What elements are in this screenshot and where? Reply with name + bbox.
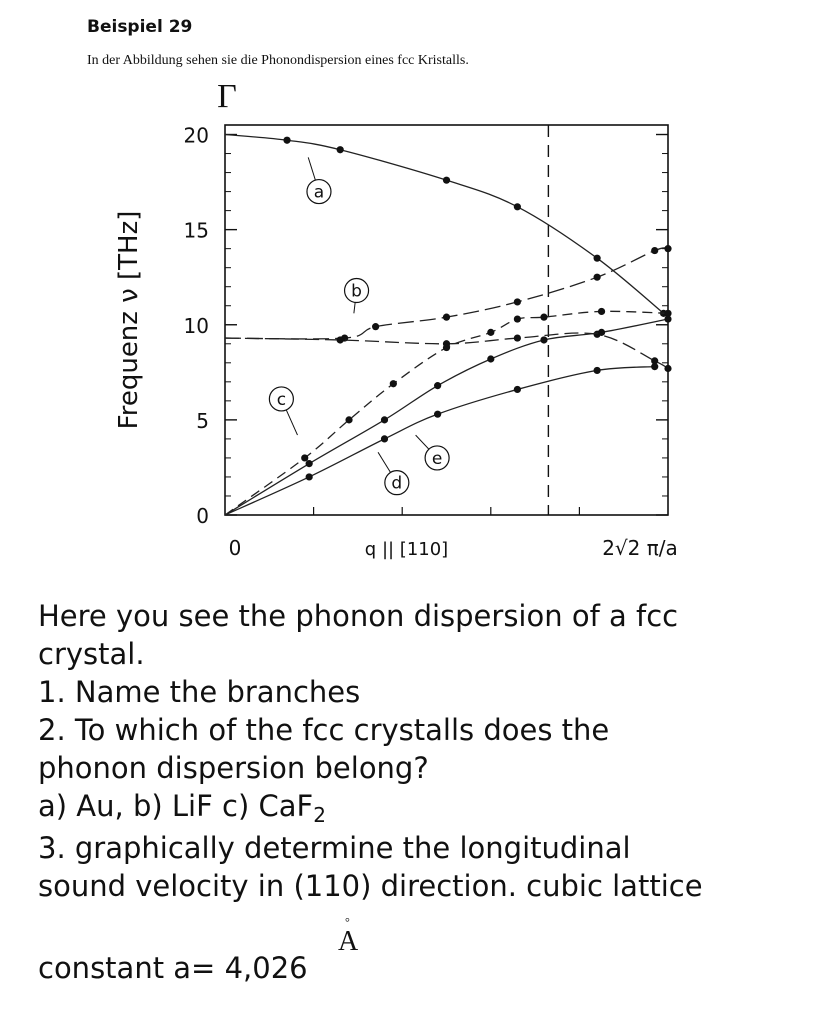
answer-options	[38, 788, 326, 833]
data-point-b	[372, 323, 379, 330]
y-tick-label: 15	[183, 218, 209, 243]
chart-title-gamma: Γ	[217, 78, 237, 115]
data-point-c	[443, 344, 450, 351]
data-point-c	[390, 380, 397, 387]
data-point-c	[301, 454, 308, 461]
branch-label-e: e	[431, 448, 443, 469]
y-axis-label: Frequenz ν [THz]	[114, 210, 144, 430]
question-1: 1. Name the branches	[38, 675, 361, 709]
x-tick-label-zero: 0	[228, 536, 242, 560]
data-point-a	[283, 137, 290, 144]
data-point-a	[337, 146, 344, 153]
data-point-c	[540, 314, 547, 321]
data-point-d	[434, 382, 441, 389]
data-point-d	[664, 315, 671, 322]
data-point-b	[443, 314, 450, 321]
y-tick-label: 5	[196, 408, 209, 433]
y-tick-label: 20	[183, 123, 209, 148]
data-point-d	[540, 336, 547, 343]
data-point-b	[594, 274, 601, 281]
data-point-c	[487, 329, 494, 336]
data-point-e	[594, 367, 601, 374]
angstrom-ring: °	[345, 915, 350, 929]
branch-curve-a	[225, 135, 664, 314]
data-point-b	[514, 298, 521, 305]
data-point-e	[651, 363, 658, 370]
y-tick-label: 10	[183, 313, 209, 338]
answer-options-text: a) Au, b) LiF c) CaF	[38, 789, 314, 823]
data-point-c	[514, 315, 521, 322]
data-point-d	[306, 460, 313, 467]
data-point-e	[514, 386, 521, 393]
x-tick-label-end: 2√2 π/a	[602, 536, 678, 560]
branch-label-a: a	[313, 182, 325, 203]
data-point-d	[381, 416, 388, 423]
data-point-b	[651, 247, 658, 254]
branch-label-d: d	[391, 473, 403, 494]
data-point-d	[487, 355, 494, 362]
data-point-d	[598, 329, 605, 336]
question-3: 3. graphically determine the longitudinal	[38, 831, 631, 865]
answer-options-subscript: 2	[313, 803, 326, 827]
data-point-blower	[337, 336, 344, 343]
data-point-e	[381, 435, 388, 442]
data-point-c	[598, 308, 605, 315]
data-point-b	[664, 245, 671, 252]
data-point-blower	[514, 334, 521, 341]
data-point-e	[306, 473, 313, 480]
data-point-a	[514, 203, 521, 210]
lattice-constant: constant a= 4,026	[38, 951, 308, 985]
question-3-cont: sound velocity in (110) direction. cubic lattice	[38, 869, 703, 903]
data-point-a	[594, 255, 601, 262]
example-heading: Beispiel 29	[87, 17, 193, 37]
branch-curve-e	[225, 367, 655, 515]
angstrom-unit: A	[338, 926, 359, 957]
x-axis-label: q || [110]	[364, 539, 449, 560]
data-point-e	[434, 411, 441, 418]
branch-label-c: c	[276, 389, 287, 410]
question-line-1: Here you see the phonon dispersion of a fcc	[38, 599, 679, 633]
data-point-c	[345, 416, 352, 423]
question-2: 2. To which of the fcc crystalls does the	[38, 713, 610, 747]
branch-label-b: b	[351, 281, 362, 302]
data-point-blower	[664, 365, 671, 372]
question-2-cont: phonon dispersion belong?	[38, 751, 429, 785]
intro-text: In der Abbildung sehen sie die Phonondispersion eines fcc Kristalls.	[87, 53, 469, 68]
y-tick-label: 0	[196, 504, 209, 528]
question-line-2: crystal.	[38, 637, 145, 671]
data-point-a	[443, 177, 450, 184]
